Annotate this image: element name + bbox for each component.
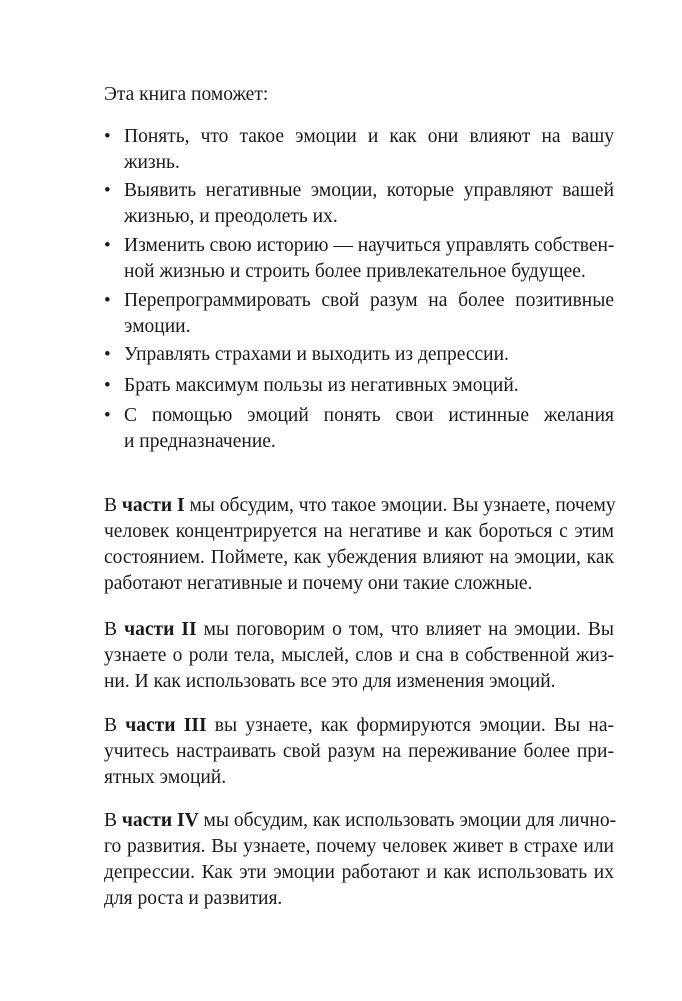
bullet-line: Управлять страхами и выходить из депрессии. (124, 344, 509, 365)
paragraph-line: депрессии. Как эти эмоции работают и как использовать их (104, 862, 614, 883)
bullet-line: ной жизнью и строить более привлекательное будущее. (124, 261, 586, 282)
bullet-line: и предназначение. (124, 431, 276, 452)
bullet-marker: • (104, 405, 111, 426)
intro-line: Эта книга поможет: (104, 84, 269, 105)
paragraph-line: узнаете о роли тела, мыслей, слов и сна в собственной жиз- (104, 645, 614, 666)
bullet-line: жизнью, и преодолеть их. (124, 206, 338, 227)
paragraph-line: учитесь настраивать свой разум на переживание более при- (104, 741, 614, 762)
paragraph-line: В части I мы обсудим, что такое эмоции. Вы узнаете, почему (104, 495, 616, 516)
part-heading: части II (124, 619, 197, 640)
bullet-marker: • (104, 235, 111, 256)
bullet-line: жизнь. (124, 152, 180, 173)
bullet-marker: • (104, 344, 111, 365)
paragraph-line: ни. И как использовать все это для изменения эмоций. (104, 671, 556, 692)
paragraph-line: В части II мы поговорим о том, что влияет на эмоции. Вы (104, 619, 614, 640)
bullet-marker: • (104, 290, 111, 311)
bullet-marker: • (104, 126, 111, 147)
part-heading: части III (125, 715, 207, 736)
paragraph-line: человек концентрируется на негативе и как бороться с этим (104, 521, 614, 542)
paragraph-line: В части III вы узнаете, как формируются эмоции. Вы на- (104, 715, 614, 736)
bullet-marker: • (104, 180, 111, 201)
bullet-marker: • (104, 375, 111, 396)
bullet-line: эмоции. (124, 316, 191, 337)
part-heading: части IV (121, 810, 199, 831)
bullet-line: Выявить негативные эмоции, которые управляют вашей (124, 180, 614, 201)
bullet-line: Брать максимум пользы из негативных эмоций. (124, 375, 519, 396)
paragraph-line: В части IV мы обсудим, как использовать эмоции для лично- (104, 810, 617, 831)
bullet-line: С помощью эмоций понять свои истинные желания (124, 405, 614, 426)
bullet-line: Изменить свою историю — научиться управлять собствен- (124, 235, 615, 256)
bullet-line: Понять, что такое эмоции и как они влияют на вашу (124, 126, 614, 147)
paragraph-line: для роста и развития. (104, 888, 283, 909)
paragraph-line: состоянием. Поймете, как убеждения влияют на эмоции, как (104, 547, 614, 568)
bullet-line: Перепрограммировать свой разум на более позитивные (124, 290, 614, 311)
paragraph-line: ятных эмоций. (104, 767, 227, 788)
paragraph-line: работают негативные и почему они такие сложные. (104, 573, 533, 594)
paragraph-line: го развития. Вы узнаете, почему человек живет в страхе или (104, 836, 614, 857)
part-heading: части I (121, 495, 185, 516)
